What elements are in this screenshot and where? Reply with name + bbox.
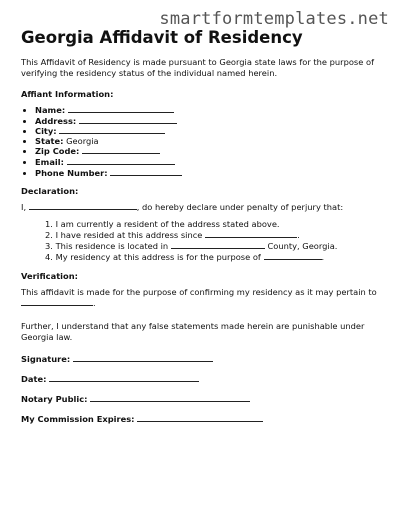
declaration-heading: Declaration: <box>21 186 79 197</box>
verification-text: This affidavit is made for the purpose of confirming my residency as it may pertain to . <box>21 287 377 309</box>
signature-line: Signature: <box>21 354 389 365</box>
notary-blank[interactable] <box>90 394 250 402</box>
phone-number-blank[interactable] <box>110 168 182 176</box>
address-field: • Address: <box>35 116 389 127</box>
document-body <box>21 57 389 434</box>
signature-blank[interactable] <box>73 354 213 362</box>
document-title: Georgia Affidavit of Residency <box>21 28 303 47</box>
residence-since-blank[interactable] <box>205 230 297 238</box>
affiant-heading: Affiant Information: <box>21 89 114 99</box>
affiant-field-list <box>21 105 389 178</box>
city-field: • City: <box>35 126 389 137</box>
city-blank[interactable] <box>59 126 165 134</box>
zip-code-field: • Zip Code: <box>35 146 389 157</box>
state-value: Georgia <box>66 135 99 146</box>
declaration-list <box>21 220 389 262</box>
phone-number-field: • Phone Number: <box>35 168 389 179</box>
further-paragraph: Further, I understand that any false statements made herein are punishable under Georgia law. <box>21 321 365 343</box>
declaration-item: 1. I am currently a resident of the address stated above. <box>45 219 280 230</box>
email-field: • Email: <box>35 157 389 168</box>
address-blank[interactable] <box>79 116 177 124</box>
declaration-item: 2. I have resided at this address since . <box>45 229 300 240</box>
declaration-item: 3. This residence is located in County, Georgia. <box>45 240 338 251</box>
verification-purpose-blank[interactable] <box>21 298 93 306</box>
commission-expires-blank[interactable] <box>137 414 263 422</box>
purpose-blank[interactable] <box>264 252 322 260</box>
declaration-item: 4. My residency at this address is for the purpose of . <box>45 251 325 262</box>
declaration-statement: I, , do hereby declare under penalty of perjury that: <box>21 202 344 213</box>
verification-heading: Verification: <box>21 271 78 282</box>
date-line: Date: <box>21 374 389 385</box>
commission-line: My Commission Expires: <box>21 414 389 425</box>
site-watermark: smartformtemplates.net <box>159 9 389 29</box>
zip-code-blank[interactable] <box>82 146 160 154</box>
date-blank[interactable] <box>49 374 199 382</box>
county-blank[interactable] <box>171 241 265 249</box>
state-field: • State: Georgia <box>35 137 389 147</box>
name-field: • Name: <box>35 105 389 116</box>
name-blank[interactable] <box>68 105 174 113</box>
notary-line: Notary Public: <box>21 394 389 405</box>
declarant-name-blank[interactable] <box>29 202 137 210</box>
intro-paragraph: This Affidavit of Residency is made pursuant to Georgia state laws for the purpose of verifying the residency status of the individual named herein. <box>21 57 374 78</box>
email-blank[interactable] <box>67 157 175 165</box>
